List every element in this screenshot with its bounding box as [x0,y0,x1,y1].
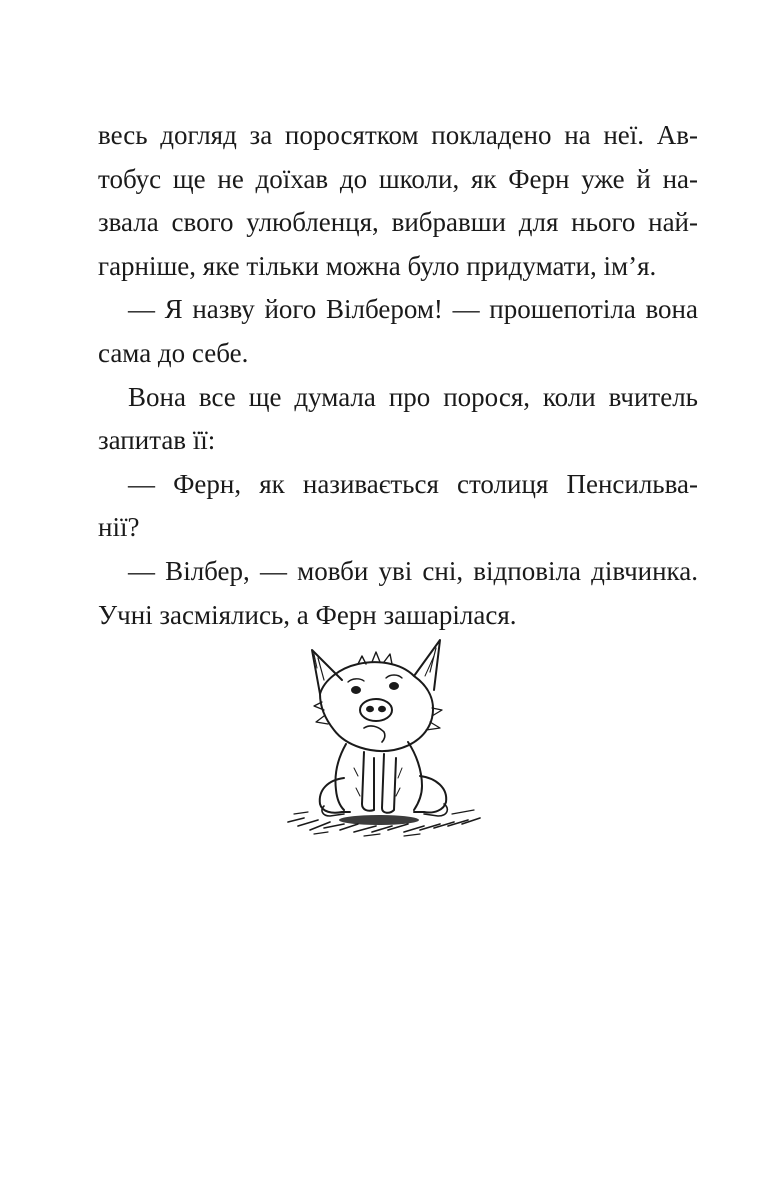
text-line: — Вілбер, — мовби уві сні, відповіла дівчинка. [128,555,698,586]
text-line: звала свого улюбленця, вибравши для нього най- [98,207,698,238]
text-line: — Ферн, як називається столиця Пенсильва- [128,468,698,499]
text-line: Вона все ще думала про порося, коли вчитель [128,381,698,412]
page-text [98,114,698,637]
text-line: гарніше, яке тільки можна було придумати, ім’я. [98,250,657,281]
text-line: нії? [98,512,140,543]
text-line: Учні засміялись, а Ферн зашарілася. [98,599,517,630]
piglet-drawing-icon [284,628,494,838]
text-line: — Я назву його Вілбером! — прошепотіла вона [128,294,698,325]
text-line: запитав її: [98,425,216,456]
text-line: тобус ще не доїхав до школи, як Ферн уже й на- [98,163,698,194]
text-line: весь догляд за поросятком покладено на неї. Ав- [98,120,698,150]
text-line: сама до себе. [98,337,249,368]
